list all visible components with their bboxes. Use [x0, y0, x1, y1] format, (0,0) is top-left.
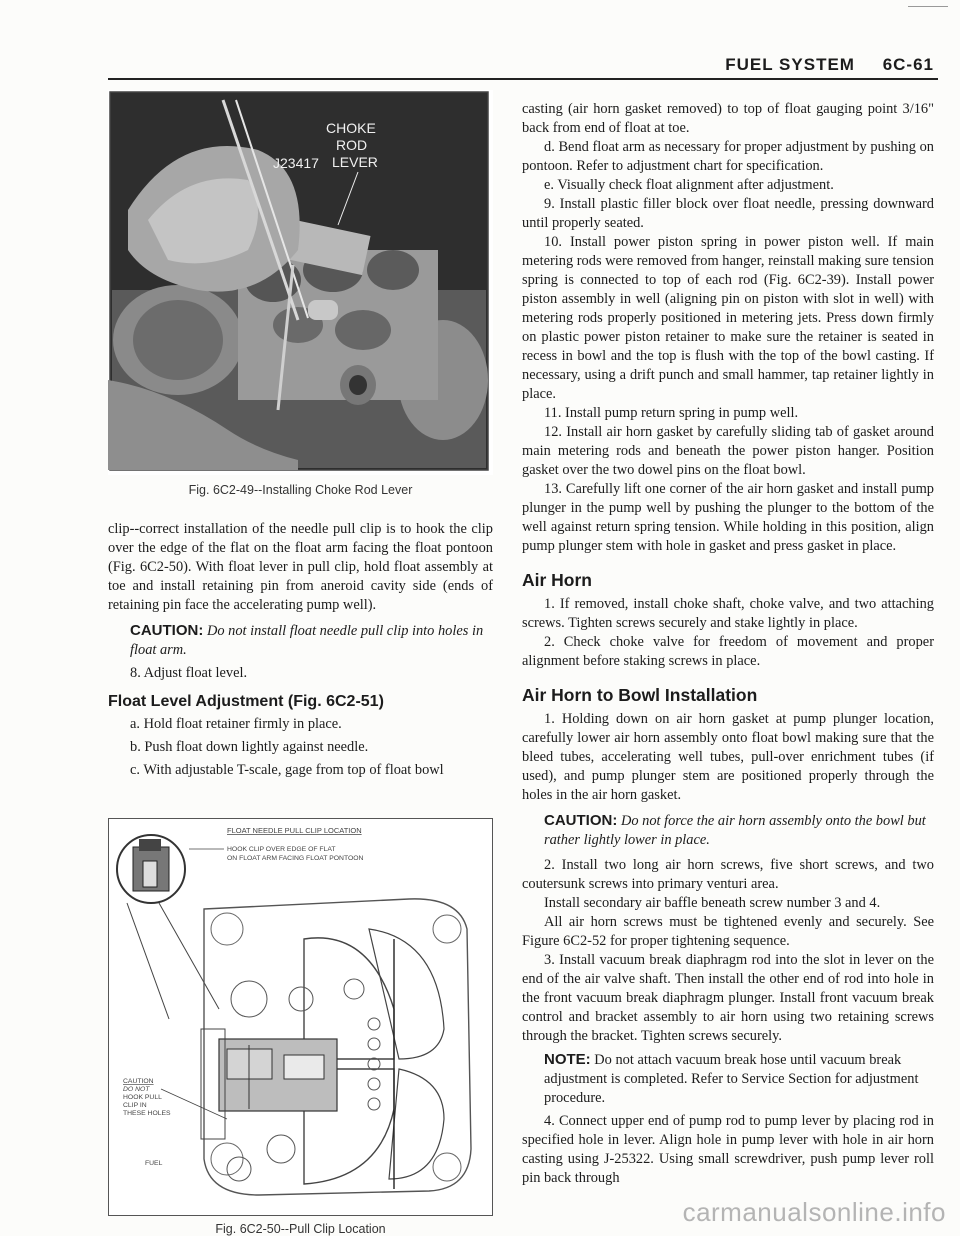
figure2-caption: Fig. 6C2-50--Pull Clip Location — [215, 1222, 386, 1236]
note-text: Do not attach vacuum break hose until vacuum break adjustment is completed. Refer to Service Section for adjustment procedure. — [544, 1052, 919, 1106]
step-b: b. Push float down lightly against needle. — [130, 739, 369, 755]
right-para-11: 11. Install pump return spring in pump well. — [544, 405, 799, 421]
pull-clip-diagram — [109, 819, 492, 1215]
page-header — [703, 55, 934, 75]
caution-label: CAUTION: — [130, 622, 204, 639]
header-rule — [108, 78, 938, 80]
left-column — [108, 90, 493, 1236]
install-para-3: 3. Install vacuum break diaphragm rod into the slot in lever on the end of the air valve shaft. Then install the other end of rod into hole in the front vacuum break diaphragm plunger. Install front vacuum break control and bracket assembly to air horn using two retaining screws through the bracket. Tighten screws securely. — [522, 952, 934, 1044]
footer-watermark: carmanualsonline.info — [682, 1197, 946, 1227]
air-horn-para-2: 2. Check choke valve for freedom of movement and proper alignment before staking screws in place. — [522, 634, 934, 669]
install-para-4: 4. Connect upper end of pump rod to pump lever by placing rod in specified hole in lever. Align hole in pump lever with hole in air horn casting using J-25322. Using small screwdriver, push pump lever roll pin back through — [522, 1113, 934, 1186]
diagram-caution-line5: THESE HOLES — [123, 1110, 171, 1117]
header-page-number: 6C-61 — [882, 55, 934, 74]
diagram-caution-line3: HOOK PULL — [123, 1094, 162, 1101]
install-para-tighten: All air horn screws must be tightened evenly and securely. See Figure 6C2-52 for proper tightening sequence. — [522, 914, 934, 949]
air-horn-heading: Air Horn — [522, 570, 592, 590]
right-para-d: d. Bend float arm as necessary for proper adjustment by pushing on pontoon. Refer to adjustment chart for specification. — [522, 139, 934, 174]
install-caution — [522, 811, 934, 850]
diagram-title: FLOAT NEEDLE PULL CLIP LOCATION — [227, 826, 362, 835]
label-rod: ROD — [336, 137, 368, 153]
diagram-fuel-label: FUEL — [145, 1160, 163, 1167]
diagram-caution-note — [123, 1078, 171, 1117]
left-caution — [108, 621, 493, 660]
figure1-caption: Fig. 6C2-49--Installing Choke Rod Lever — [188, 483, 413, 497]
left-paragraph-clip: clip--correct installation of the needle pull clip is to hook the clip over the edge of the flat on the float arm facing the float pontoon (Fig. 6C2-50). With float lever in pull clip, hold float assembly at toe and install retaining pin from aneroid cavity side (ends of retaining pin face the accelerating pump well). — [108, 521, 493, 613]
right-column — [522, 100, 934, 1188]
diagram-caution-line1: CAUTION — [123, 1078, 154, 1085]
carburetor-photo — [108, 90, 493, 475]
diagram-note-line1: HOOK CLIP OVER EDGE OF FLAT — [227, 846, 336, 853]
install-caution-text: Do not force the air horn assembly onto the bowl but rather lightly lower in place. — [544, 813, 926, 848]
right-para-casting: casting (air horn gasket removed) to top of float gauging point 3/16" back from end of float at toe. — [522, 101, 934, 136]
right-para-13: 13. Carefully lift one corner of the air horn gasket and install pump plunger in the pump well by pushing the plunger to the bottom of the well against return spring tension. While holding in this position, align pump plunger stem with hole in gasket and press gasket in place. — [522, 481, 934, 554]
right-para-12: 12. Install air horn gasket by carefully sliding tab of gasket around main metering rods and beneath the power piston hanger. Position gasket over the two dowel pins on the float bowl. — [522, 424, 934, 478]
float-level-heading: Float Level Adjustment (Fig. 6C2-51) — [108, 693, 384, 710]
diagram-caution-line4: CLIP IN — [123, 1102, 147, 1109]
caution-text: Do not install float needle pull clip into holes in float arm. — [130, 623, 484, 658]
installation-heading: Air Horn to Bowl Installation — [522, 685, 758, 705]
install-para-baffle: Install secondary air baffle beneath screw number 3 and 4. — [544, 895, 881, 911]
diagram-caution-line2: DO NOT — [123, 1086, 150, 1093]
air-horn-para-1: 1. If removed, install choke shaft, choke valve, and two attaching screws. Tighten screws securely and stake lightly in place. — [522, 596, 934, 631]
right-para-e: e. Visually check float alignment after adjustment. — [544, 177, 834, 193]
step-a: a. Hold float retainer firmly in place. — [130, 716, 342, 732]
right-para-9: 9. Install plastic filler block over float needle, pressing downward until properly seated. — [522, 196, 934, 231]
install-note — [522, 1050, 934, 1108]
label-tool-j23417: J23417 — [273, 155, 319, 171]
corner-mark — [908, 6, 948, 7]
label-choke: CHOKE — [326, 120, 376, 136]
header-section: FUEL SYSTEM — [725, 55, 855, 74]
install-caution-label: CAUTION: — [544, 812, 618, 829]
step-c: c. With adjustable T-scale, gage from top of float bowl — [130, 762, 444, 778]
figure-choke-rod-lever — [108, 90, 493, 475]
note-label: NOTE: — [544, 1051, 591, 1068]
label-lever: LEVER — [332, 154, 378, 170]
diagram-note-line2: ON FLOAT ARM FACING FLOAT PONTOON — [227, 855, 364, 862]
figure-pull-clip-location — [108, 818, 493, 1216]
install-para-1: 1. Holding down on air horn gasket at pump plunger location, carefully lower air horn assembly onto float bowl making sure that the bleed tubes, accelerating well tubes, pull-over enrichment tubes (if used), and pump plunger stem are positioned properly through the holes in the air horn gasket. — [522, 711, 934, 803]
install-para-2: 2. Install two long air horn screws, five short screws, and two coutersunk screws into primary venturi area. — [522, 857, 934, 892]
right-para-10: 10. Install power piston spring in power piston well. If main metering rods were removed from hanger, reinstall making sure tension spring is connected to top of each rod (Fig. 6C2-39). Install power piston assembly in well (aligning pin on piston with slot in well) with metering rods properly positioned in metering jets. Press down firmly on plastic power piston retainer to make sure the retainer is seated in recess in bowl and the top is flush with the top of the bowl casting. If necessary, using a drift punch and small hammer, tap retainer lightly in place. — [522, 234, 934, 402]
step-8: 8. Adjust float level. — [130, 665, 248, 681]
